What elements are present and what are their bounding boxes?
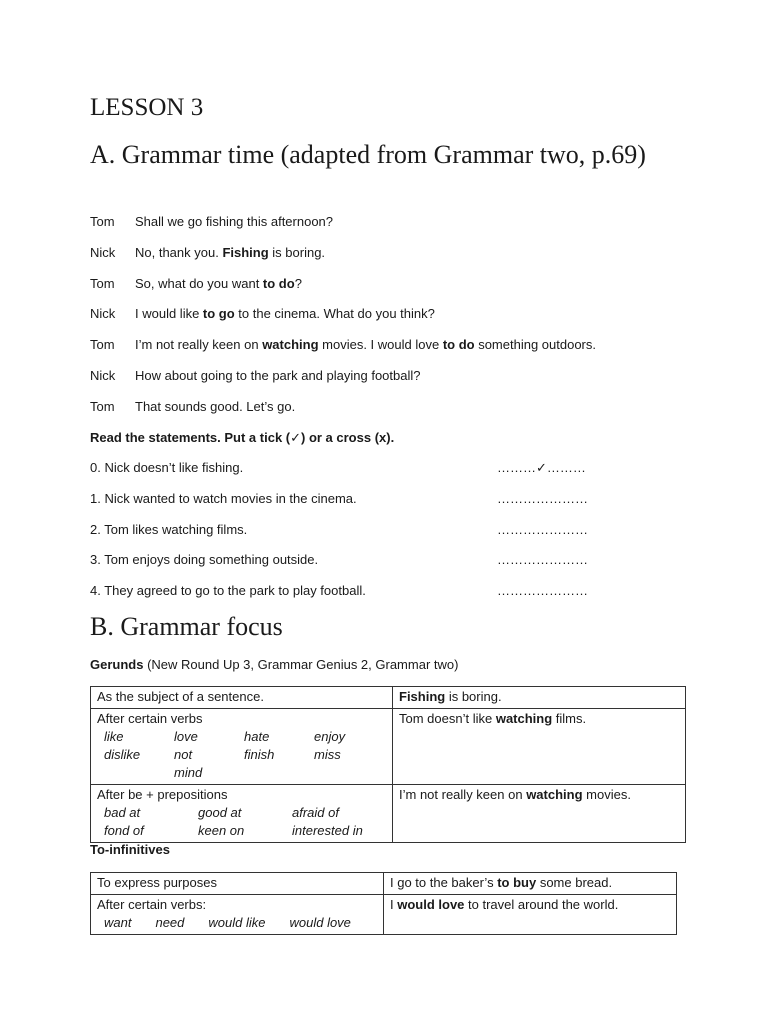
section-a-title: A. Grammar time (adapted from Grammar two, p.69) bbox=[90, 140, 646, 169]
answer-blank[interactable]: ………………… bbox=[497, 491, 588, 506]
verb-list: like love hate enjoy dislike not finish miss mind bbox=[104, 729, 346, 780]
speaker: Nick bbox=[90, 368, 116, 383]
speaker: Tom bbox=[90, 214, 115, 229]
statement: 3. Tom enjoys doing something outside. bbox=[90, 552, 319, 567]
utterance: Shall we go fishing this afternoon? bbox=[135, 214, 334, 229]
preposition-list: bad at good at afraid of fond of keen on interested in bbox=[104, 805, 363, 838]
gerunds-heading: Gerunds (New Round Up 3, Grammar Genius 2, Grammar two) bbox=[90, 657, 459, 672]
statement: 4. They agreed to go to the park to play football. bbox=[90, 583, 366, 598]
answer-blank[interactable]: ………………… bbox=[497, 552, 588, 567]
table-row bbox=[91, 895, 677, 935]
statement: 0. Nick doesn’t like fishing. bbox=[90, 460, 244, 475]
table-cell: After be + prepositions bad at good at afraid of fond of keen on interested in bbox=[91, 785, 393, 843]
lesson-heading: LESSON 3 bbox=[90, 94, 204, 121]
utterance: No, thank you. Fishing is boring. bbox=[135, 245, 326, 260]
speaker: Tom bbox=[90, 337, 115, 352]
table-cell: I would love to travel around the world. bbox=[384, 895, 677, 935]
table-cell: I go to the baker’s to buy some bread. bbox=[384, 873, 677, 895]
answer-blank[interactable]: ………………… bbox=[497, 583, 588, 598]
utterance: How about going to the park and playing football? bbox=[135, 368, 421, 383]
section-b-title: B. Grammar focus bbox=[90, 612, 283, 641]
speaker: Nick bbox=[90, 306, 116, 321]
speaker: Nick bbox=[90, 245, 116, 260]
table-row bbox=[91, 785, 686, 843]
table-cell: After certain verbs like love hate enjoy dislike not finish miss mind bbox=[91, 709, 393, 785]
statement: 1. Nick wanted to watch movies in the cinema. bbox=[90, 491, 357, 506]
speaker: Tom bbox=[90, 276, 115, 291]
speaker: Tom bbox=[90, 399, 115, 414]
table-cell: After certain verbs: want need would like would love bbox=[91, 895, 384, 935]
table-cell: Tom doesn’t like watching films. bbox=[393, 709, 686, 785]
table-row bbox=[91, 687, 686, 709]
table-row bbox=[91, 709, 686, 785]
table-cell: Fishing is boring. bbox=[393, 687, 686, 709]
to-infinitives-table bbox=[90, 872, 677, 935]
utterance: I would like to go to the cinema. What do you think? bbox=[135, 306, 435, 321]
exercise-instruction: Read the statements. Put a tick (✓) or a cross (x). bbox=[90, 430, 395, 445]
answer-blank[interactable]: ………✓……… bbox=[497, 460, 586, 475]
statement: 2. Tom likes watching films. bbox=[90, 522, 248, 537]
verb-list: want need would like would love bbox=[104, 915, 351, 930]
answer-blank[interactable]: ………………… bbox=[497, 522, 588, 537]
table-cell: To express purposes bbox=[91, 873, 384, 895]
utterance: I’m not really keen on watching movies. I would love to do something outdoors. bbox=[135, 337, 596, 352]
table-row bbox=[91, 873, 677, 895]
utterance: So, what do you want to do? bbox=[135, 276, 302, 291]
utterance: That sounds good. Let’s go. bbox=[135, 399, 296, 414]
table-cell: I’m not really keen on watching movies. bbox=[393, 785, 686, 843]
to-infinitives-heading: To-infinitives bbox=[90, 842, 170, 857]
table-cell: As the subject of a sentence. bbox=[91, 687, 393, 709]
gerunds-table bbox=[90, 686, 686, 843]
